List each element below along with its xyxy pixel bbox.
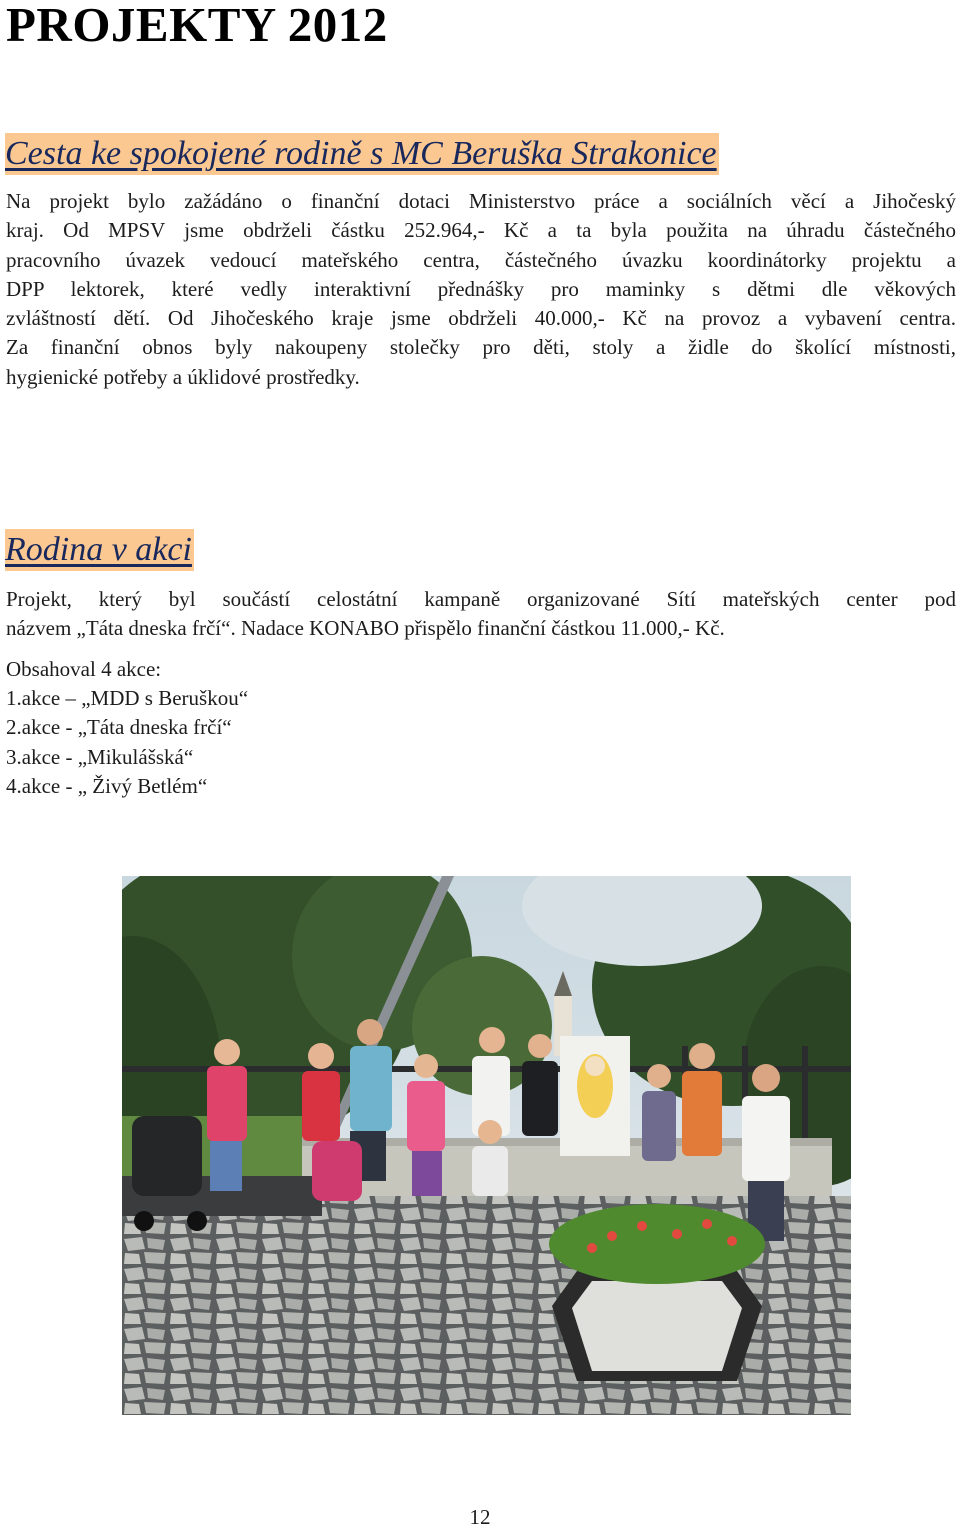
section2-paragraph bbox=[6, 585, 956, 644]
events-list bbox=[6, 655, 248, 801]
list-item: 4.akce - „ Živý Betlém“ bbox=[6, 773, 208, 798]
list-item: 2.akce - „Táta dneska frčí“ bbox=[6, 715, 232, 740]
list-item: 1.akce – „MDD s Beruškou“ bbox=[6, 686, 249, 711]
paragraph-line: názvem „Táta dneska frčí“. Nadace KONABO přispělo finanční částkou 11.000,- Kč. bbox=[6, 616, 725, 641]
section-heading-rodina: Rodina v akci bbox=[5, 529, 194, 571]
list-item: 3.akce - „Mikulášská“ bbox=[6, 744, 194, 769]
paragraph-line: DPP lektorek, které vedly interaktivní přednášky pro maminky s dětmi dle věkových bbox=[6, 276, 956, 301]
paragraph-line: Na projekt bylo zažádáno o finanční dotaci Ministerstvo práce a sociálních věcí a Jihočeský bbox=[6, 189, 956, 213]
section1-paragraph bbox=[6, 187, 956, 392]
paragraph-line: zvláštností dětí. Od Jihočeského kraje jsme obdrželi 40.000,- Kč na provoz a vybavení centra. bbox=[6, 306, 956, 331]
events-list-intro: Obsahoval 4 akce: bbox=[6, 657, 162, 681]
paragraph-line: Projekt, který byl součástí celostátní kampaně organizované Sítí mateřských center pod bbox=[6, 587, 956, 611]
group-photo bbox=[122, 876, 851, 1415]
paragraph-line: Za finanční obnos byly nakoupeny stolečky pro děti, stoly a židle do školící místnosti, bbox=[6, 335, 956, 360]
paragraph-line: pracovního úvazek vedoucí mateřského centra, částečného úvazku koordinátorky projektu a bbox=[6, 247, 956, 272]
section-heading-cesta: Cesta ke spokojené rodině s MC Beruška Strakonice bbox=[5, 133, 719, 175]
page-number: 12 bbox=[469, 1505, 491, 1529]
page-title: PROJEKTY 2012 bbox=[6, 0, 388, 52]
paragraph-line: kraj. Od MPSV jsme obdrželi částku 252.964,- Kč a ta byla použita na úhradu částečného bbox=[6, 218, 956, 243]
paragraph-line: hygienické potřeby a úklidové prostředky. bbox=[6, 364, 360, 389]
